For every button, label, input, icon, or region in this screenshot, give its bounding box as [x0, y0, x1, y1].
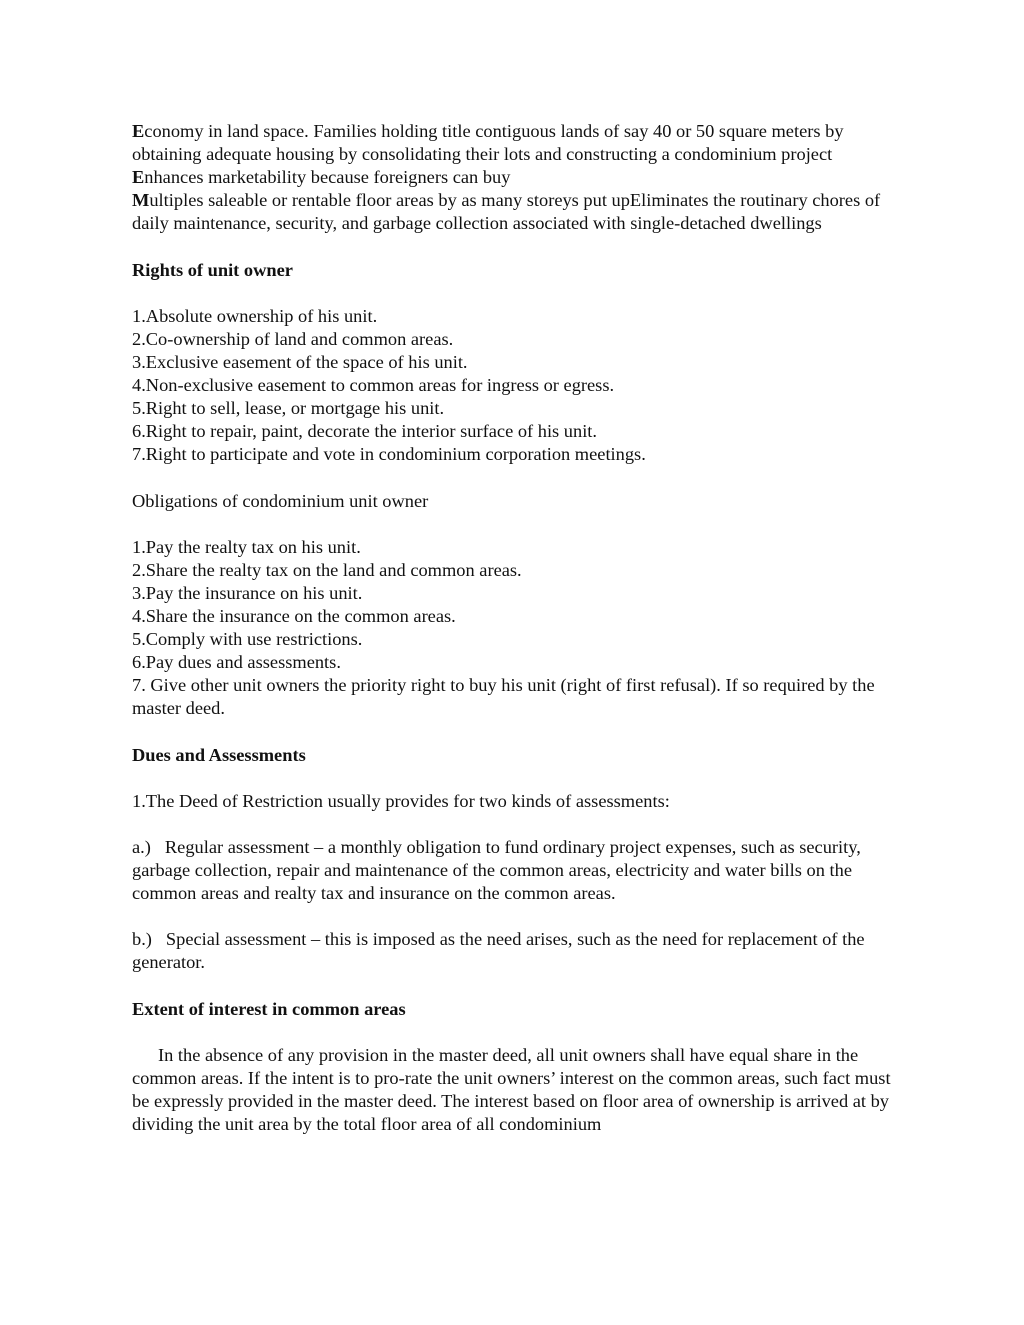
rights-item: 3.Exclusive easement of the space of his unit. [132, 351, 468, 372]
document-page [132, 120, 902, 1136]
special-assessment [132, 928, 902, 974]
drop-letter: E [132, 121, 145, 141]
item-label: a.) [132, 836, 151, 857]
item-text: Special assessment – this is imposed as the need arises, such as the need for replacement of the generator. [132, 929, 865, 973]
item-label: b.) [132, 929, 152, 950]
regular-assessment [132, 836, 902, 905]
intro-line-enhances [132, 166, 902, 189]
drop-letter: M [132, 190, 150, 211]
item-text: Regular assessment – a monthly obligation to fund ordinary project expenses, such as security, garbage collection, repair and maintenance of the common areas, electricity and water bills on the common areas and realty tax and insurance on the common areas. [132, 836, 861, 904]
extent-heading: Extent of interest in common areas [132, 998, 406, 1019]
drop-letter: E [132, 167, 145, 188]
dues-heading: Dues and Assessments [132, 744, 306, 765]
obligations-item: 6.Pay dues and assessments. [132, 652, 341, 673]
obligations-item: 3.Pay the insurance on his unit. [132, 582, 363, 603]
rights-item: 2.Co-ownership of land and common areas. [132, 328, 454, 349]
obligations-item: 2.Share the realty tax on the land and common areas. [132, 559, 522, 580]
obligations-item: 7. Give other unit owners the priority right to buy his unit (right of first refusal). If so required by the master deed. [132, 675, 875, 719]
obligations-item: 5.Comply with use restrictions. [132, 629, 363, 650]
rights-item: 7.Right to participate and vote in condominium corporation meetings. [132, 444, 646, 465]
obligations-item: 4.Share the insurance on the common areas. [132, 605, 456, 626]
extent-paragraph: In the absence of any provision in the master deed, all unit owners shall have equal share in the common areas. If the intent is to pro-rate the unit owners’ interest on the common areas, such fact must be expressly provided in the master deed. The interest based on floor area of ownership is arrived at by dividing the unit area by the total floor area of all condominium [132, 1044, 891, 1135]
dues-intro: 1.The Deed of Restriction usually provides for two kinds of assessments: [132, 790, 670, 811]
rights-item: 6.Right to repair, paint, decorate the interior surface of his unit. [132, 421, 598, 442]
intro-line-multiples [132, 189, 902, 235]
intro-text: nhances marketability because foreigners can buy [144, 167, 511, 188]
obligations-item: 1.Pay the realty tax on his unit. [132, 536, 361, 557]
obligations-heading: Obligations of condominium unit owner [132, 490, 429, 511]
rights-item: 4.Non-exclusive easement to common areas for ingress or egress. [132, 375, 615, 396]
intro-line-economy [132, 120, 902, 166]
intro-text: conomy in land space. Families holding title contiguous lands of say 40 or 50 square meters by obtaining adequate housing by consolidating their lots and constructing a condominium project [132, 121, 844, 165]
intro-text: ultiples saleable or rentable floor areas by as many storeys put upEliminates the routinary chores of daily maintenance, security, and garbage collection associated with single-detached dwellings [132, 190, 881, 234]
rights-heading: Rights of unit owner [132, 259, 293, 280]
rights-item: 5.Right to sell, lease, or mortgage his unit. [132, 398, 445, 419]
rights-item: 1.Absolute ownership of his unit. [132, 305, 378, 326]
